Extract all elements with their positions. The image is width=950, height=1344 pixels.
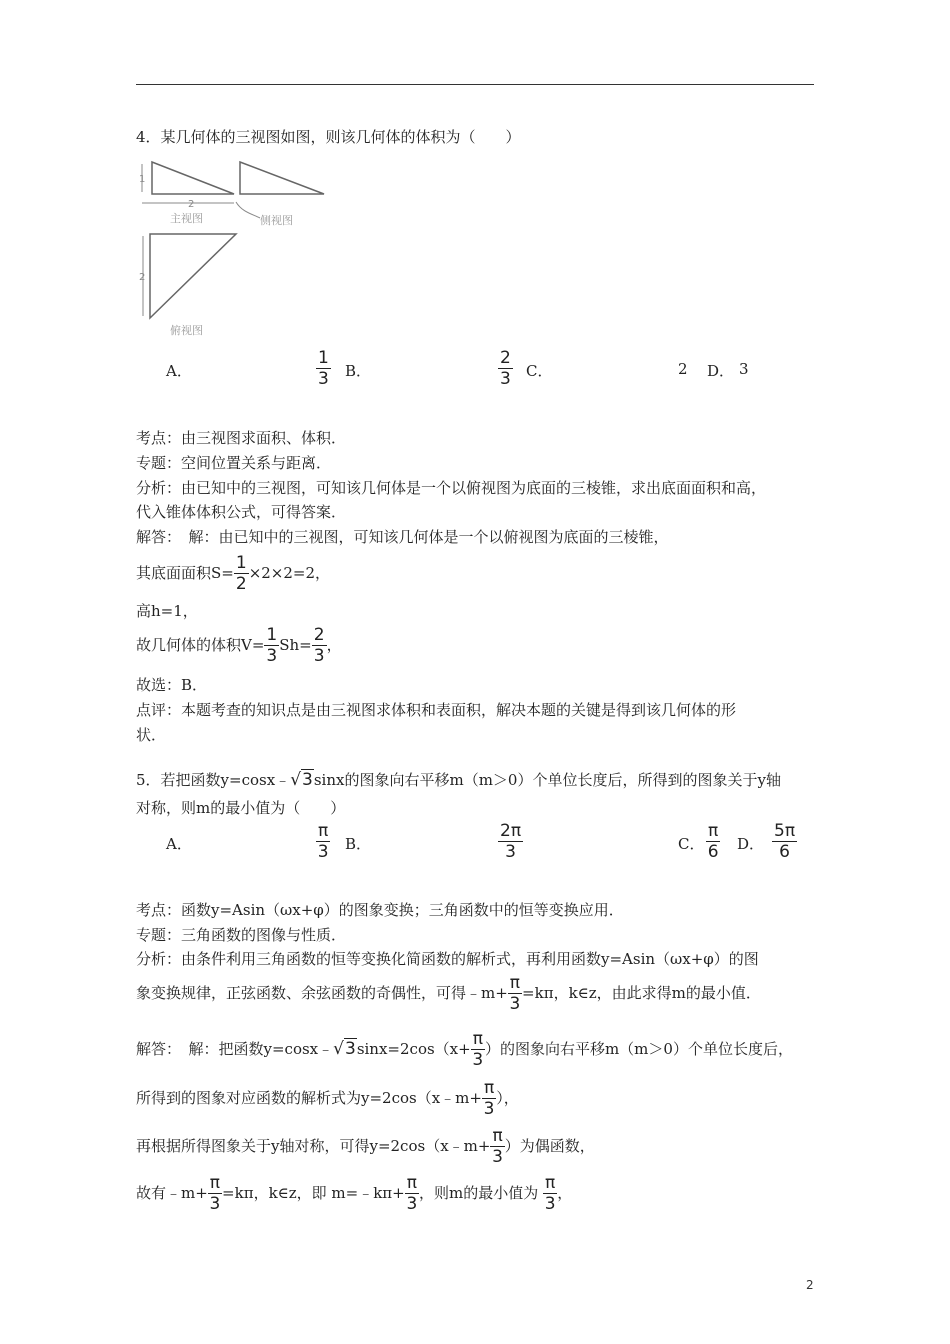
top-depth-dim: 2 <box>139 272 146 283</box>
q4-fenxi-1: 分析：由已知中的三视图，可知该几何体是一个以俯视图为底面的三棱锥，求出底面面积和高， <box>136 479 767 497</box>
front-view-label: 主视图 <box>170 212 203 225</box>
q5-option-c-value: $\frac{\pi}{6}$ <box>707 821 719 862</box>
page-number: 2 <box>806 1278 814 1292</box>
q5-jieda-3: 再根据所得图象关于y轴对称，可得y=2cos（x﹣m+ $\frac{\pi}{3}$ ）为偶函数， <box>136 1126 595 1167</box>
q5-fenxi-2: 象变换规律，正弦函数、余弦函数的奇偶性，可得﹣m+ $\frac{\pi}{3}$ =kπ，k∈z，由此求得m的最小值． <box>136 973 761 1014</box>
q4-fenxi-2: 代入锥体体积公式，可得答案． <box>136 503 347 521</box>
q5-option-b-value: $\frac{2\pi}{3}$ <box>500 821 522 862</box>
q4-height-line: 高h=1， <box>136 602 198 620</box>
front-view-triangle <box>152 162 234 194</box>
q4-option-d-label: D． <box>707 362 735 380</box>
q5-option-a-label: A． <box>166 835 192 853</box>
q5-option-b-label: B． <box>345 835 372 853</box>
q5-stem-2: 对称，则m的最小值为（ ） <box>136 799 346 817</box>
q4-option-a-value: $\frac{1}{3}$ <box>318 348 329 389</box>
q4-jieda: 解答： 解：由已知中的三视图，可知该几何体是一个以俯视图为底面的三棱锥， <box>136 528 669 546</box>
header-rule <box>136 84 814 85</box>
q5-jieda-4: 故有﹣m+ $\frac{\pi}{3}$ =kπ，k∈z，即 m=﹣kπ+ $\frac{\pi}{3}$ ，则m的最小值为 $\frac{\pi}{3}$ ， <box>136 1173 573 1214</box>
side-view-label: 侧视图 <box>260 214 293 227</box>
q5-kaodian: 考点：函数y=Asin（ωx+φ）的图象变换；三角函数中的恒等变换应用． <box>136 901 624 919</box>
q5-option-a-value: $\frac{\pi}{3}$ <box>317 821 329 862</box>
top-view-label: 俯视图 <box>170 324 203 337</box>
front-width-dim: 2 <box>188 199 195 210</box>
q4-option-d-value: 3 <box>739 360 749 378</box>
side-view-triangle <box>240 162 324 194</box>
q4-area-line: 其底面面积S= $\frac{1}{2}$ ×2×2=2， <box>136 553 331 594</box>
q5-jieda-2: 所得到的图象对应函数的解析式为y=2cos（x﹣m+ $\frac{\pi}{3}$ ）， <box>136 1078 519 1119</box>
q5-option-c-label: C． <box>678 835 705 853</box>
q5-option-d-value: $\frac{5\pi}{6}$ <box>774 821 796 862</box>
q5-jieda-1: 解答： 解：把函数y=cosx﹣√3sinx=2cos（x+ $\frac{\pi}{3}$ ）的图象向右平移m（m＞0）个单位长度后， <box>136 1029 793 1070</box>
q4-kaodian: 考点：由三视图求面积、体积． <box>136 429 347 447</box>
q4-option-c-value: 2 <box>678 360 688 378</box>
q5-stem-1: 5．若把函数y=cosx﹣√3sinx的图象向右平移m（m＞0）个单位长度后，所得到的图象关于y轴 <box>136 770 781 790</box>
q4-option-a-label: A． <box>166 362 192 380</box>
q4-stem: 4．某几何体的三视图如图，则该几何体的体积为（ ） <box>136 128 521 146</box>
top-view-triangle <box>150 234 236 318</box>
q4-option-c-label: C． <box>526 362 553 380</box>
q4-option-b-value: $\frac{2}{3}$ <box>500 348 511 389</box>
q4-zhuanti: 专题：空间位置关系与距离． <box>136 454 332 472</box>
q4-volume-line: 故几何体的体积V= $\frac{1}{3}$ Sh= $\frac{2}{3}$ ， <box>136 625 342 666</box>
q5-option-d-label: D． <box>737 835 765 853</box>
q4-dianping-2: 状． <box>136 726 167 744</box>
q4-dianping-1: 点评：本题考查的知识点是由三视图求体积和表面积，解决本题的关键是得到该几何体的形 <box>136 701 737 719</box>
q5-zhuanti: 专题：三角函数的图像与性质． <box>136 926 347 944</box>
q4-answer: 故选：B． <box>136 676 208 694</box>
front-height-dim: 1 <box>139 174 146 185</box>
q4-option-b-label: B． <box>345 362 372 380</box>
q4-three-view-figure <box>138 150 338 340</box>
q5-fenxi-1: 分析：由条件利用三角函数的恒等变换化简函数的解析式，再利用函数y=Asin（ωx+φ）的图 <box>136 950 759 968</box>
